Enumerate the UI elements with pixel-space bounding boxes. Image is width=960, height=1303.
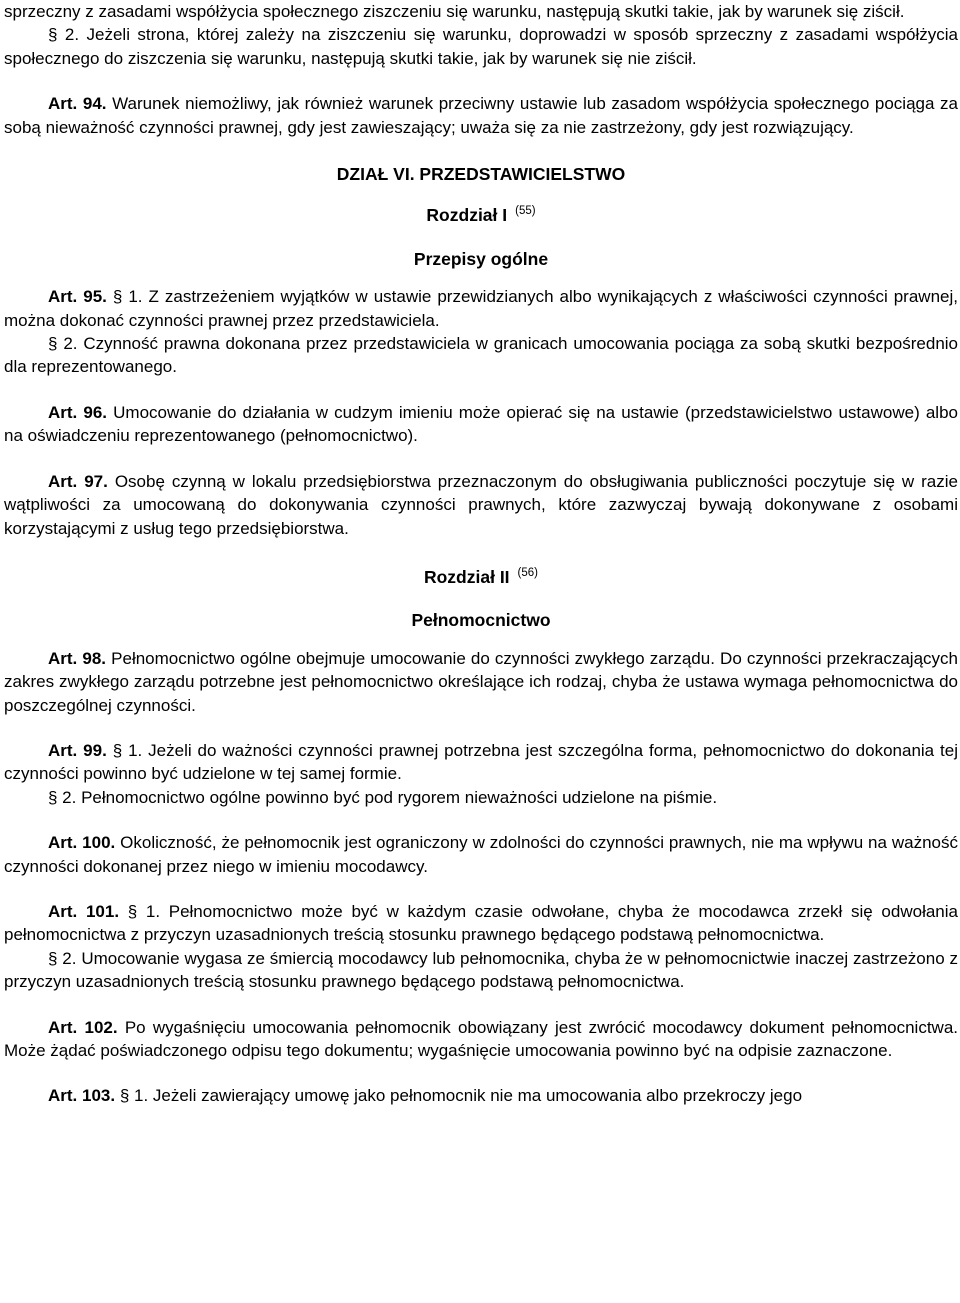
article-99 — [4, 739, 958, 786]
article-96 — [4, 401, 958, 448]
paragraph-section-2: § 2. Jeżeli strona, której zależy na ziszczeniu się warunku, doprowadzi w sposób sprzeczny z zasadami współżycia społecznego do ziszczenia się warunku, następują skutki takie, jak by warunek się nie ziścił. — [4, 25, 958, 68]
article-103 — [4, 1084, 958, 1107]
article-number: Art. 94. — [48, 94, 107, 114]
article-101 — [4, 900, 958, 947]
article-102 — [4, 1016, 958, 1063]
article-text: § 1. Jeżeli zawierający umowę jako pełnomocnik nie ma umocowania albo przekroczy jego — [115, 1086, 803, 1106]
article-98 — [4, 647, 958, 717]
article-number: Art. 98. — [48, 648, 107, 668]
article-number: Art. 100. — [48, 833, 116, 853]
article-number: Art. 96. — [48, 402, 108, 422]
chapter-subtitle: Przepisy ogólne — [413, 248, 549, 269]
paragraph-continuation: sprzeczny z zasadami współżycia społecznego ziszczeniu się warunku, następują skutki takie, jak by warunek się ziścił. — [4, 2, 905, 21]
article-text: Warunek niemożliwy, jak również warunek przeciwny ustawie lub zasadom współżycia społecznego pociąga za sobą nieważność czynności prawnej, gdy jest zawieszający; uważa się za nie zastrzeżony, gdy jest rozwiązujący. — [4, 94, 958, 137]
article-94 — [4, 92, 958, 139]
article-text: Okoliczność, że pełnomocnik jest ograniczony w zdolności do czynności prawnych, nie ma wpływu na ważność czynności dokonanej przez niego w imieniu mocodawcy. — [4, 833, 959, 876]
article-95 — [4, 285, 958, 332]
article-95-section-2: § 2. Czynność prawna dokonana przez przedstawiciela w granicach umocowania pociąga za sobą skutki bezpośrednio dla reprezentowanego. — [4, 334, 958, 377]
article-101-section-2: § 2. Umocowanie wygasa ze śmiercią mocodawcy lub pełnomocnika, chyba że w pełnomocnictwie inaczej zastrzeżono z przyczyn uzasadnionych treścią stosunku prawnego będącego podstawą pełnomocnictwa. — [4, 948, 958, 992]
article-100 — [4, 831, 958, 878]
article-number: Art. 101. — [48, 901, 120, 921]
article-text: Po wygaśnięciu umocowania pełnomocnik obowiązany jest zwrócić mocodawcy dokument pełnomocnictwa. Może żądać poświadczonego odpisu tego dokumentu; wygaśnięcie umocowania powinno być na odpisie zaznaczone. — [4, 1017, 959, 1060]
article-97 — [4, 470, 958, 540]
article-number: Art. 95. — [48, 287, 107, 307]
article-number: Art. 103. — [48, 1086, 116, 1106]
article-text: § 1. Jeżeli do ważności czynności prawnej potrzebna jest szczególna forma, pełnomocnictwo do dokonania tej czynności powinno być udzielone w tej samej formie. — [4, 740, 958, 784]
article-number: Art. 97. — [48, 471, 108, 491]
chapter-heading — [4, 204, 958, 227]
article-text: Umocowanie do działania w cudzym imieniu może opierać się na ustawie (przedstawicielstwo ustawowe) albo na oświadczeniu reprezentowanego (pełnomocnictwo). — [4, 402, 958, 446]
chapter-heading — [4, 566, 958, 589]
chapter-title: Rozdział I — [426, 205, 508, 226]
article-number: Art. 102. — [48, 1017, 118, 1037]
chapter-title: Rozdział II — [423, 566, 510, 587]
article-text: § 1. Z zastrzeżeniem wyjątków w ustawie przewidzianych albo wynikających z właściwości czynności prawnej, można dokonać czynności prawnej przez przedstawiciela. — [4, 287, 958, 330]
footnote-ref: (56) — [517, 566, 538, 579]
article-99-section-2: § 2. Pełnomocnictwo ogólne powinno być pod rygorem nieważności udzielone na piśmie. — [48, 787, 718, 807]
document-page — [4, 0, 958, 1108]
article-text: Pełnomocnictwo ogólne obejmuje umocowanie do czynności zwykłego zarządu. Do czynności przekraczających zakres zwykłego zarządu potrzebne jest pełnomocnictwo określające ich rodzaj, chyba że ustawa wymaga pełnomocnictwa do poszczególnej czynności. — [4, 648, 958, 715]
division-heading: DZIAŁ VI. PRZEDSTAWICIELSTWO — [336, 164, 626, 185]
footnote-ref: (55) — [515, 205, 536, 218]
chapter-subtitle: Pełnomocnictwo — [411, 610, 551, 631]
article-text: § 1. Pełnomocnictwo może być w każdym czasie odwołane, chyba że mocodawca zrzekł się odwołania pełnomocnictwa z przyczyn uzasadnionych treścią stosunku prawnego będącego podstawą pełnomocnictwa. — [4, 901, 958, 945]
article-number: Art. 99. — [48, 740, 107, 760]
article-text: Osobę czynną w lokalu przedsiębiorstwa przeznaczonym do obsługiwania publiczności poczytuje się w razie wątpliwości za umocowaną do dokonywania czynności prawnych, które zazwyczaj bywają dokonywane z osobami korzystającymi z usług tego przedsiębiorstwa. — [4, 471, 958, 538]
